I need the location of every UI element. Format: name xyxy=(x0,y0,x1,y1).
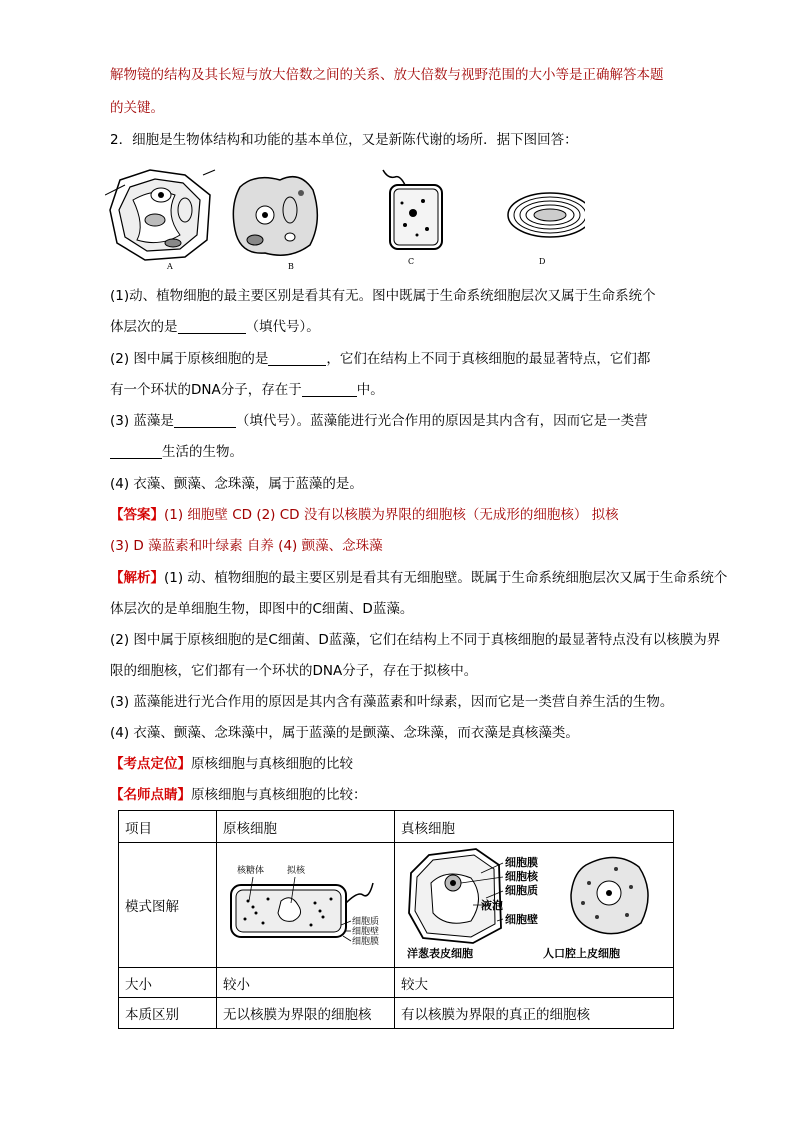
euk-label-cytoplasm: 细胞质 xyxy=(505,884,538,897)
q1-line-2 xyxy=(110,318,320,336)
header-prokaryote: 原核细胞 xyxy=(217,811,395,843)
cell-figures-svg xyxy=(105,165,585,275)
prok-label-cell-wall: 细胞壁 xyxy=(352,927,380,937)
q3-blank-2 xyxy=(110,444,162,459)
euk-label-cell-wall: 细胞壁 xyxy=(505,913,538,926)
q2-blank-2 xyxy=(302,382,357,397)
eukaryote-diagram-cell xyxy=(395,843,674,968)
euk-caption-cheek: 人口腔上皮细胞 xyxy=(543,947,620,960)
analysis-text-1: (1) 动、植物细胞的最主要区别是看其有无细胞壁。既属于生命系统细胞层次又属于生命系统个 xyxy=(164,570,728,586)
analysis-line-2: 体层次的是单细胞生物，即图中的C细菌、D蓝藻。 xyxy=(110,601,414,617)
prok-label-nucleoid: 拟核 xyxy=(287,866,306,876)
table-header-row xyxy=(119,811,674,843)
answer-line-1 xyxy=(110,506,619,524)
table-row-size xyxy=(119,968,674,998)
q3-text-c: 生活的生物。 xyxy=(162,444,243,460)
q1-text-a: 体层次的是 xyxy=(110,319,178,335)
cell-figures xyxy=(105,165,585,275)
analysis-line-4: 限的细胞核，它们都有一个环状的DNA分子，存在于拟核中。 xyxy=(110,663,478,679)
q3-text-b: （填代号）。蓝藻能进行光合作用的原因是其内含有，因而它是一类营 xyxy=(235,413,648,429)
euk-label-vacuole: 液泡 xyxy=(481,899,503,912)
q4-line: (4) 衣藻、颤藻、念珠藻，属于蓝藻的是。 xyxy=(110,476,363,492)
q3-line-1 xyxy=(110,412,648,430)
question-stem: 2．细胞是生物体结构和功能的基本单位，又是新陈代谢的场所．据下图回答： xyxy=(110,132,578,148)
q3-text-a: (3) 蓝藻是 xyxy=(110,413,174,429)
row-diagram-label: 模式图解 xyxy=(119,843,217,968)
mingshi-text: 原核细胞与真核细胞的比较： xyxy=(191,787,367,803)
q1-text-b: （填代号）。 xyxy=(245,319,320,335)
q1-line-1: (1)动、植物细胞的最主要区别是看其有无。图中既属于生命系统细胞层次又属于生命系统个 xyxy=(110,288,656,304)
answer-tag: 【答案】 xyxy=(110,507,164,523)
q2-text-b: ，它们在结构上不同于真核细胞的最显著特点，它们都 xyxy=(326,351,651,367)
intro-line-2: 的关键。 xyxy=(110,100,164,116)
figure-label-b: B xyxy=(288,262,294,271)
q2-text-a: (2) 图中属于原核细胞的是 xyxy=(110,351,269,367)
q2-line-1 xyxy=(110,350,650,368)
prok-label-cytoplasm: 细胞质 xyxy=(352,917,380,927)
row-essence-euk: 有以核膜为界限的真正的细胞核 xyxy=(395,998,674,1029)
header-eukaryote: 真核细胞 xyxy=(395,811,674,843)
analysis-line-3: (2) 图中属于原核细胞的是C细菌、D蓝藻，它们在结构上不同于真核细胞的最显著特点没有以核膜为界 xyxy=(110,632,721,648)
row-essence-prok: 无以核膜为界限的细胞核 xyxy=(217,998,395,1029)
row-size-euk: 较大 xyxy=(395,968,674,998)
prok-label-ribosome: 核糖体 xyxy=(237,866,265,876)
q2-line-2 xyxy=(110,381,384,399)
analysis-line-6: (4) 衣藻、颤藻、念珠藻中，属于蓝藻的是颤藻、念珠藻，而衣藻是真核藻类。 xyxy=(110,725,579,741)
figure-d-cyanobacterium xyxy=(508,193,585,237)
figure-c-bacterium xyxy=(383,170,442,249)
analysis-line-5: (3) 蓝藻能进行光合作用的原因是其内含有藻蓝素和叶绿素，因而它是一类营自养生活的生物。 xyxy=(110,694,674,710)
kaodian-text: 原核细胞与真核细胞的比较 xyxy=(191,756,353,772)
answer-text-1: (1) 细胞壁 CD (2) CD 没有以核膜为界限的细胞核（无成形的细胞核） 拟核 xyxy=(164,507,619,523)
q2-text-c: 有一个环状的DNA分子，存在于 xyxy=(110,382,302,398)
analysis-tag: 【解析】 xyxy=(110,570,164,586)
header-item: 项目 xyxy=(119,811,217,843)
table-row-essence xyxy=(119,998,674,1029)
figure-label-c: C xyxy=(408,257,415,266)
euk-label-nucleus: 细胞核 xyxy=(505,870,538,883)
row-essence-label: 本质区别 xyxy=(119,998,217,1029)
prokaryote-diagram-cell xyxy=(217,843,395,968)
prok-label-membrane: 细胞膜 xyxy=(352,937,380,947)
kaodian-tag: 【考点定位】 xyxy=(110,756,191,772)
mingshi-line xyxy=(110,786,367,804)
euk-caption-onion: 洋葱表皮细胞 xyxy=(407,947,473,960)
prokaryote-diagram xyxy=(223,853,383,953)
table-row-diagram xyxy=(119,843,674,968)
eukaryote-diagram xyxy=(401,843,663,963)
euk-label-membrane: 细胞膜 xyxy=(505,856,538,869)
figure-label-a: A xyxy=(167,262,173,271)
row-size-prok: 较小 xyxy=(217,968,395,998)
figure-b-animal-cell xyxy=(233,177,317,256)
intro-line-1: 解物镜的结构及其长短与放大倍数之间的关系、放大倍数与视野范围的大小等是正确解答本题 xyxy=(110,67,664,83)
figure-a-plant-cell xyxy=(105,170,215,260)
q2-blank-1 xyxy=(268,351,326,366)
q1-blank xyxy=(178,319,246,334)
comparison-table xyxy=(118,810,674,1029)
row-size-label: 大小 xyxy=(119,968,217,998)
q2-text-d: 中。 xyxy=(356,382,384,398)
mingshi-tag: 【名师点睛】 xyxy=(110,787,191,803)
q3-line-2 xyxy=(110,443,243,461)
analysis-line-1 xyxy=(110,569,727,587)
figure-label-d: D xyxy=(539,257,546,266)
kaodian-line xyxy=(110,755,353,773)
q3-blank-1 xyxy=(174,413,236,428)
answer-line-2: (3) D 藻蓝素和叶绿素 自养 (4) 颤藻、念珠藻 xyxy=(110,538,383,554)
